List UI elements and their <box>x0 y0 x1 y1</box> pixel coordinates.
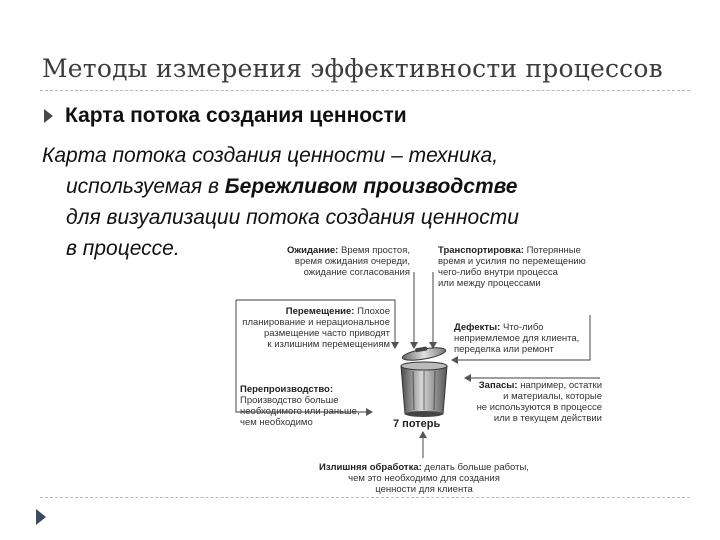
trash-can-icon <box>401 345 447 417</box>
waste-defects-line-3: переделка или ремонт <box>454 344 554 355</box>
waste-motion-term: Перемещение: <box>285 306 355 317</box>
waste-defects-line-2: неприемлемое для клиента, <box>454 333 580 344</box>
waste-inventory-line-4: или в текущем действии <box>493 413 602 424</box>
waste-overproduction-line-2: необходимого или раньше, <box>240 406 360 417</box>
title-divider <box>40 90 690 91</box>
waste-defects <box>454 322 579 355</box>
waste-overprocessing-line-1: делать больше работы, <box>424 462 529 473</box>
waste-inventory <box>460 380 602 424</box>
waste-inventory-line-3: не используются в процессе <box>476 402 602 413</box>
arrow-motion <box>236 300 395 348</box>
waste-inventory-line-2: и материалы, которые <box>503 391 602 402</box>
definition-line-2 <box>42 171 602 202</box>
waste-waiting-line-3: ожидание согласования <box>303 267 410 278</box>
waste-motion <box>240 306 390 350</box>
bullet-text: Карта потока создания ценности <box>65 104 407 127</box>
waste-defects-term: Дефекты: <box>454 322 501 333</box>
definition-line-1: Карта потока создания ценности – техника, <box>42 144 499 167</box>
waste-overproduction-term: Перепроизводство: <box>240 384 334 395</box>
waste-transport-line-4: или между процессами <box>438 278 541 289</box>
bullet-triangle-icon <box>44 109 53 123</box>
slide-title: Методы измерения эффективности процессов <box>42 54 663 83</box>
waste-overproduction-line-3: чем необходимо <box>240 417 313 428</box>
waste-motion-line-1: Плохое <box>357 306 390 317</box>
waste-waiting-line-2: время ожидания очереди, <box>294 256 410 267</box>
waste-inventory-line-1: например, остатки <box>520 380 602 391</box>
waste-motion-line-4: к излишним перемещениям <box>267 339 390 350</box>
connector-lines <box>236 272 600 458</box>
definition-line-3: для визуализации потока создания ценности <box>66 206 519 229</box>
waste-transport-line-3: чего-либо внутри процесса <box>438 267 558 278</box>
next-slide-arrow-icon[interactable] <box>36 509 46 525</box>
footer-divider <box>40 497 690 498</box>
waste-transport-line-2: время и усилия по перемещению <box>438 256 586 267</box>
waste-transport-term: Транспортировка: <box>438 245 524 256</box>
waste-center-label: 7 потерь <box>393 418 441 430</box>
waste-overprocessing-line-3: ценности для клиента <box>375 484 473 495</box>
waste-inventory-term: Запасы: <box>478 380 518 391</box>
arrow-defects <box>452 315 590 360</box>
waste-overprocessing-line-2: чем это необходимо для создания <box>348 473 500 484</box>
waste-waiting-line-1: Время простоя, <box>341 245 410 256</box>
definition-line-2-bold: Бережливом производстве <box>224 175 518 198</box>
definition-line-4: в процессе. <box>66 237 180 260</box>
arrow-overproduction <box>236 300 372 412</box>
waste-waiting-term: Ожидание: <box>287 245 339 256</box>
waste-defects-line-1: Что-либо <box>502 322 544 333</box>
waste-transport-line-1: Потерянные <box>526 245 581 256</box>
definition-line-2-pre: используемая в <box>66 175 225 198</box>
waste-motion-line-3: размещение часто приводят <box>263 328 390 339</box>
waste-motion-line-2: планирование и нерациональное <box>242 317 390 328</box>
waste-overproduction-line-1: Производство больше <box>240 395 339 406</box>
waste-overproduction <box>240 384 360 428</box>
bullet-item <box>44 104 407 128</box>
definition-text <box>42 140 602 264</box>
waste-overprocessing-term: Излишняя обработка: <box>319 462 422 473</box>
waste-overprocessing <box>308 462 540 495</box>
